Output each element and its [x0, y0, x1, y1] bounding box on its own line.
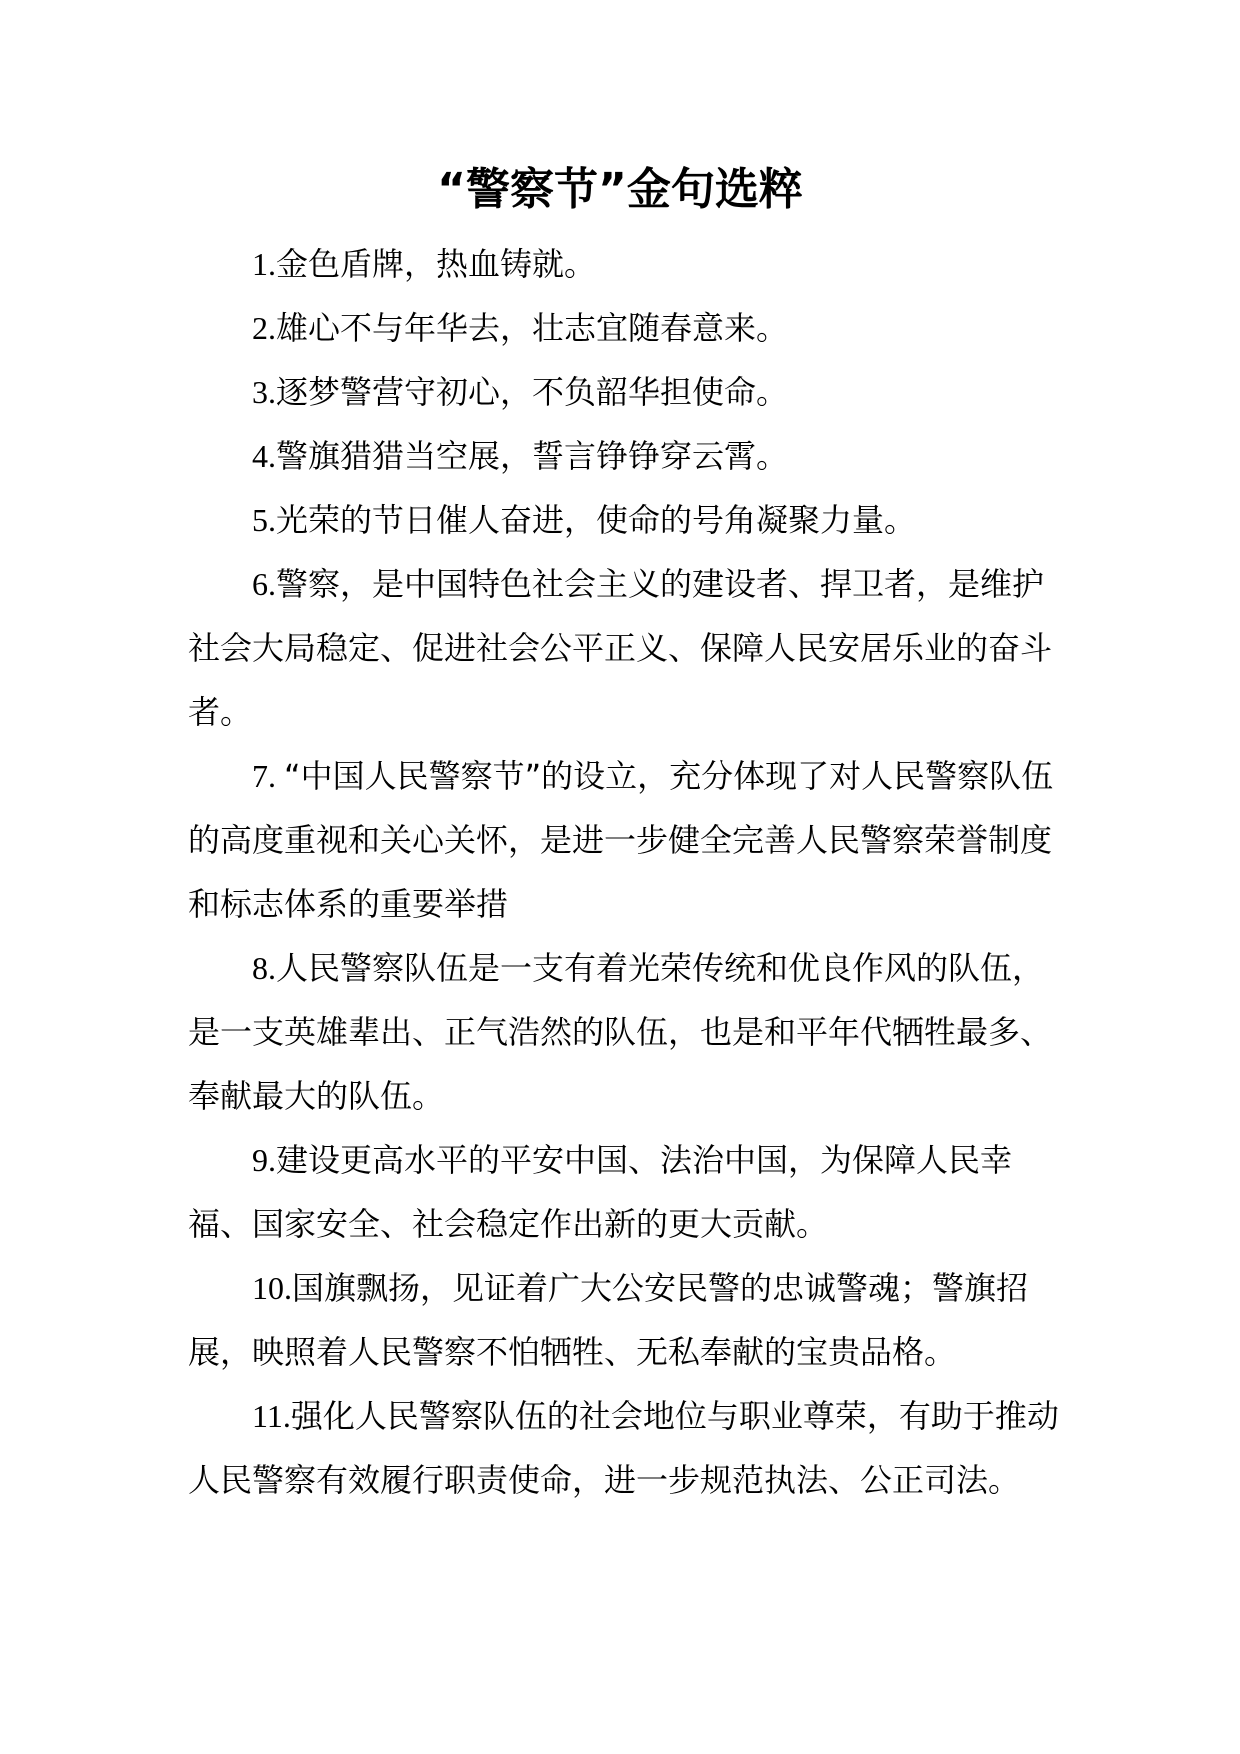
- quote-item-6: [188, 552, 1060, 744]
- item-number: 8.: [252, 950, 276, 986]
- item-number: 11.: [252, 1398, 291, 1434]
- item-text: 警察，是中国特色社会主义的建设者、捍卫者，是维护社会大局稳定、促进社会公平正义、保障人民安居乐业的奋斗者。: [188, 565, 1053, 731]
- document-body: [188, 232, 1060, 1512]
- quote-item-5: [188, 488, 1060, 552]
- item-text: 强化人民警察队伍的社会地位与职业尊荣，有助于推动人民警察有效履行职责使命，进一步规范执法、公正司法。: [188, 1397, 1059, 1499]
- item-number: 5.: [252, 502, 276, 538]
- item-number: 3.: [252, 374, 276, 410]
- item-text: 雄心不与年华去，壮志宜随春意来。: [276, 309, 789, 347]
- item-number: 7.: [252, 758, 284, 794]
- quote-item-8: [188, 936, 1060, 1128]
- item-number: 6.: [252, 566, 276, 602]
- item-text: 人民警察队伍是一支有着光荣传统和优良作风的队伍，是一支英雄辈出、正气浩然的队伍，也是和平年代牺牲最多、奉献最大的队伍。: [188, 949, 1053, 1115]
- item-text: 警旗猎猎当空展，誓言铮铮穿云霄。: [276, 437, 789, 475]
- quote-item-2: [188, 296, 1060, 360]
- quote-item-7: [188, 744, 1060, 936]
- item-number: 1.: [252, 246, 276, 282]
- quote-item-11: [188, 1384, 1060, 1512]
- item-number: 4.: [252, 438, 276, 474]
- item-text: 金色盾牌，热血铸就。: [276, 245, 597, 283]
- item-number: 10.: [252, 1270, 292, 1306]
- item-number: 2.: [252, 310, 276, 346]
- item-text: “中国人民警察节”的设立，充分体现了对人民警察队伍的高度重视和关心关怀，是进一步健全完善人民警察荣誉制度和标志体系的重要举措: [188, 757, 1054, 923]
- quote-item-10: [188, 1256, 1060, 1384]
- item-text: 光荣的节日催人奋进，使命的号角凝聚力量。: [276, 501, 917, 539]
- quote-item-4: [188, 424, 1060, 488]
- item-text: 国旗飘扬，见证着广大公安民警的忠诚警魂；警旗招展，映照着人民警察不怕牺牲、无私奉献的宝贵品格。: [188, 1269, 1029, 1371]
- item-text: 建设更高水平的平安中国、法治中国，为保障人民幸福、国家安全、社会稳定作出新的更大贡献。: [188, 1141, 1013, 1243]
- document-title: “警察节”金句选粹: [437, 164, 803, 215]
- quote-item-1: [188, 232, 1060, 296]
- item-text: 逐梦警营守初心，不负韶华担使命。: [276, 373, 789, 411]
- quote-item-9: [188, 1128, 1060, 1256]
- item-number: 9.: [252, 1142, 276, 1178]
- quote-item-3: [188, 360, 1060, 424]
